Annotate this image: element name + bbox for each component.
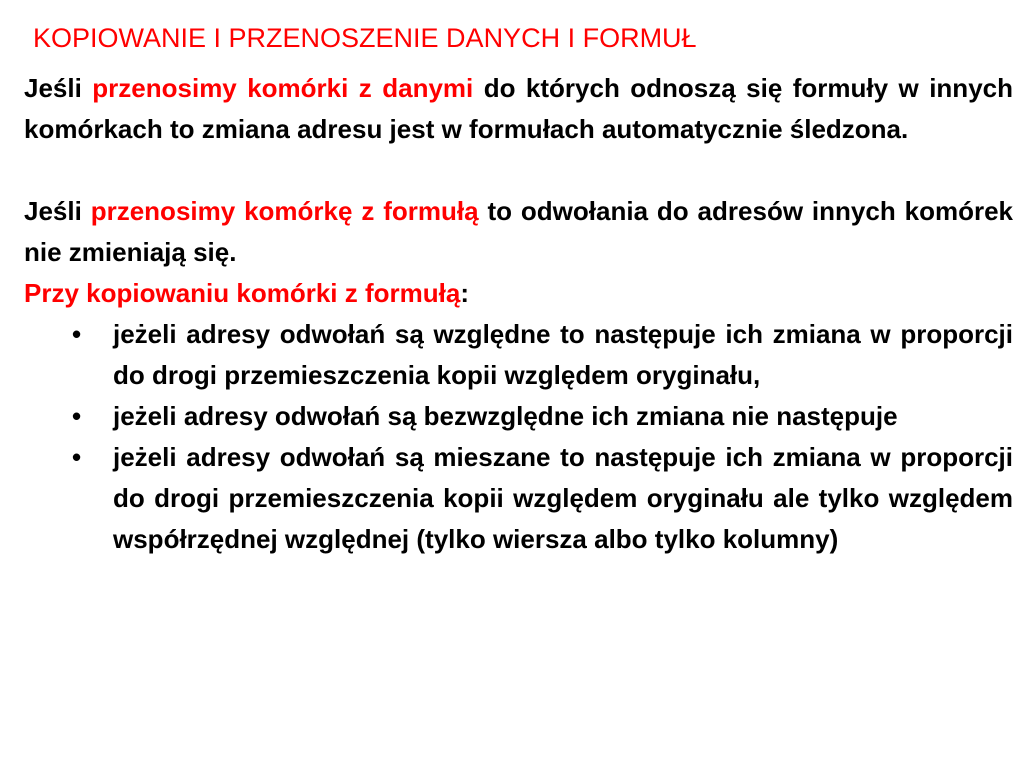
paragraph-spacer xyxy=(24,150,1013,191)
slide-body xyxy=(24,68,1013,560)
paragraph1-highlight: przenosimy komórki z danymi xyxy=(92,73,474,103)
paragraph-moving-data-cells xyxy=(24,68,1013,150)
bullet-text-absolute: jeżeli adresy odwołań są bezwzględne ich zmiana nie następuje xyxy=(113,401,898,431)
paragraph1-pre: Jeśli xyxy=(24,73,93,103)
paragraph2-post: to odwołania do adresów innych komórek nie zmieniają się. xyxy=(24,196,1013,267)
copy-heading xyxy=(24,273,1013,314)
copy-rules-list xyxy=(24,314,1013,560)
bullet-icon: • xyxy=(72,401,82,431)
bullet-icon: • xyxy=(72,319,82,349)
list-item xyxy=(24,396,1013,437)
paragraph1-post: do których odnoszą się formuły w innych komórkach to zmiana adresu jest w formułach automatycznie śledzona. xyxy=(24,73,1013,144)
copy-heading-post: : xyxy=(460,278,469,308)
paragraph-moving-formula-cell xyxy=(24,191,1013,273)
page-title: KOPIOWANIE I PRZENOSZENIE DANYCH I FORMUŁ xyxy=(33,23,697,53)
paragraph2-highlight: przenosimy komórkę z formułą xyxy=(90,196,479,226)
copy-heading-highlight: Przy kopiowaniu komórki z formułą xyxy=(24,278,461,308)
bullet-text-mixed: jeżeli adresy odwołań są mieszane to następuje ich zmiana w proporcji do drogi przemieszczenia kopii względem oryginału ale tylko względem współrzędnej względnej (tylko wiersza albo tylko kolumny) xyxy=(113,442,1013,554)
paragraph2-pre: Jeśli xyxy=(24,196,91,226)
bullet-icon: • xyxy=(72,442,82,472)
bullet-text-relative: jeżeli adresy odwołań są względne to następuje ich zmiana w proporcji do drogi przemieszczenia kopii względem oryginału, xyxy=(113,319,1013,390)
list-item xyxy=(24,437,1013,560)
list-item xyxy=(24,314,1013,396)
